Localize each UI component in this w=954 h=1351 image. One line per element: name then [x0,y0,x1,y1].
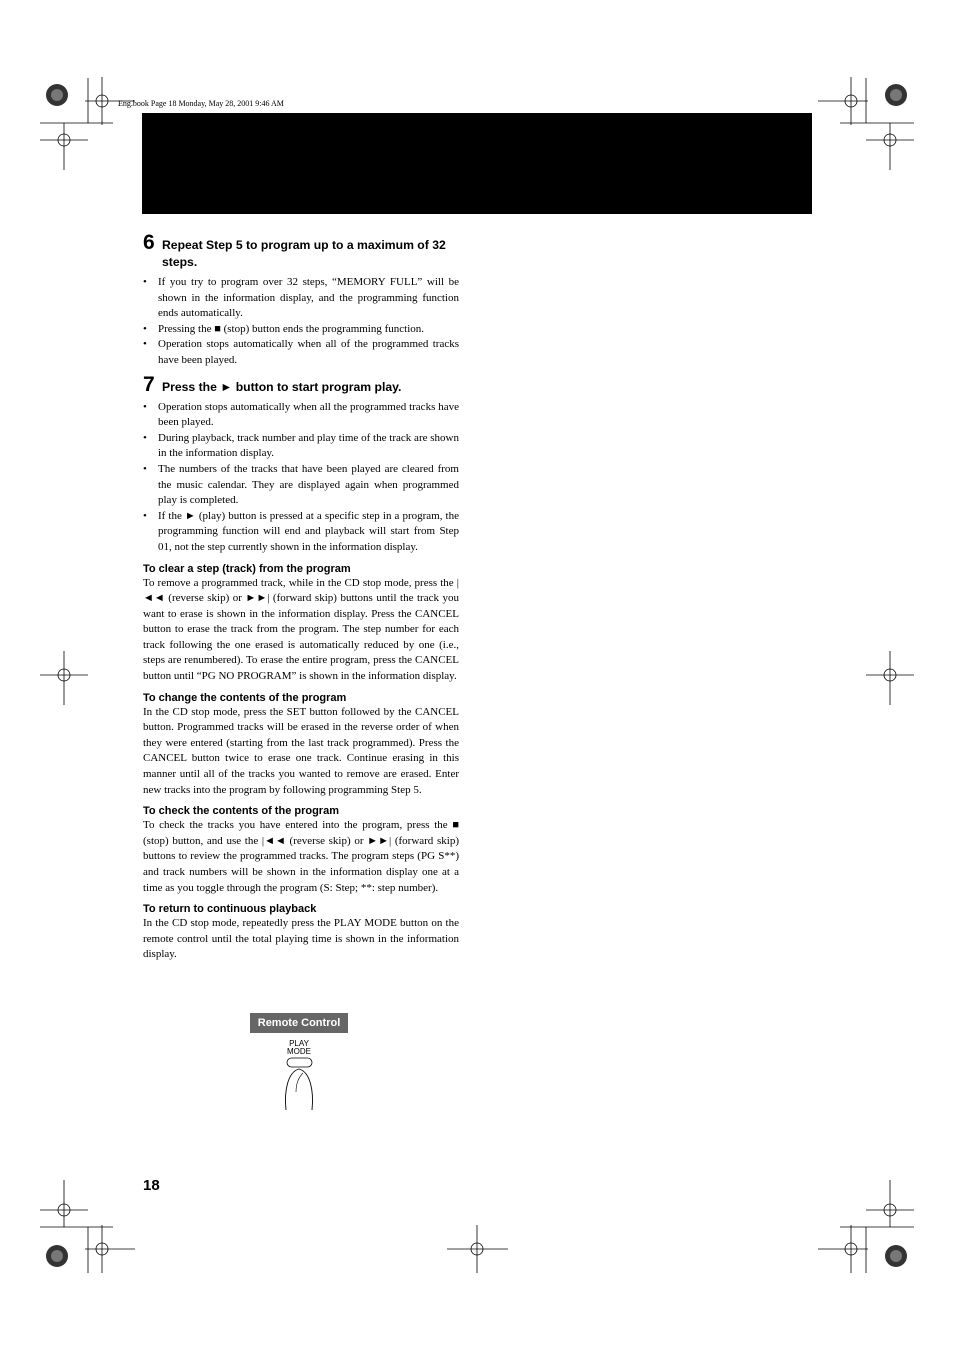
remote-control-label: Remote Control [250,1013,348,1033]
play-mode-button-illustration [270,1036,330,1116]
page-number: 18 [143,1177,160,1194]
section-check-program [143,804,459,896]
section-text: To remove a programmed track, while in the CD stop mode, press the |◄◄ (reverse skip) or ►►| (forward skip) buttons until the track you want to erase is shown in the information display. Press the CANCEL button to erase the track from the program. The step number for each track following the one erased is automatically reduced by one (i.e., steps are renumbered). To erase the entire program, press the CANCEL button until “PG NO PROGRAM” is shown in the information display. [143,576,459,683]
section-heading: To change the contents of the program [143,691,347,704]
bullet-item: • Operation stops automatically when all the programmed tracks have been played. [143,400,459,429]
step-6 [143,232,459,369]
section-continuous-playback [143,902,459,963]
bullet-item: • During playback, track number and play time of the track are shown in the information display. [143,431,459,460]
bullet-item: • If you try to program over 32 steps, “MEMORY FULL” will be shown in the information display, and the programming function ends automatically. [143,276,459,320]
section-change-program [143,691,459,799]
main-content [143,232,459,963]
section-text: In the CD stop mode, repeatedly press the PLAY MODE button on the remote control until the total playing time is shown in the information display. [143,917,459,961]
bullet-item: • If the ► (play) button is pressed at a specific step in a program, the programming function will end and playback will start from Step 01, not the step currently shown in the information display. [143,509,459,553]
header-band [142,113,812,214]
play-mode-label-line1: PLAY [289,1039,309,1048]
section-clear-step [143,562,459,685]
step-title: Repeat Step 5 to program up to a maximum of 32 steps. [162,238,446,269]
step-title: Press the ► button to start program play. [162,379,402,394]
section-heading: To clear a step (track) from the program [143,562,351,575]
play-mode-label-line2: MODE [287,1047,311,1056]
step-number: 6 [143,231,155,254]
section-heading: To return to continuous playback [143,903,317,916]
section-text: In the CD stop mode, press the SET button followed by the CANCEL button. Programmed tracks will be erased in the reverse order of when they were entered (starting from the last track programmed). Press the CANCEL button twice to erase one track. Continue erasing in this manner until all of the tracks you wanted to remove are erased. Enter new tracks into the program by following programming Step 5. [143,705,459,796]
bullet-item: • Operation stops automatically when all of the programmed tracks have been played. [143,338,459,366]
bullet-item: • The numbers of the tracks that have been played are cleared from the music calendar. They are displayed again when programmed play is completed. [143,462,459,507]
file-info-header: Eng.book Page 18 Monday, May 28, 2001 9:46 AM [118,99,284,108]
step-number: 7 [143,372,155,396]
section-heading: To check the contents of the program [143,805,339,818]
step-7 [143,374,459,556]
step-7-bullets [143,400,459,556]
section-text: To check the tracks you have entered into the program, press the ■ (stop) button, and use the |◄◄ (reverse skip) or ►►| (forward skip) buttons to review the programmed tracks. The program steps (PG S**) and track numbers will be shown in the information display one at a time as you toggle through the program (S: Step; **: step number). [143,819,459,894]
bullet-item: • Pressing the ■ (stop) button ends the programming function. [143,322,425,335]
step-6-bullets [143,275,459,369]
